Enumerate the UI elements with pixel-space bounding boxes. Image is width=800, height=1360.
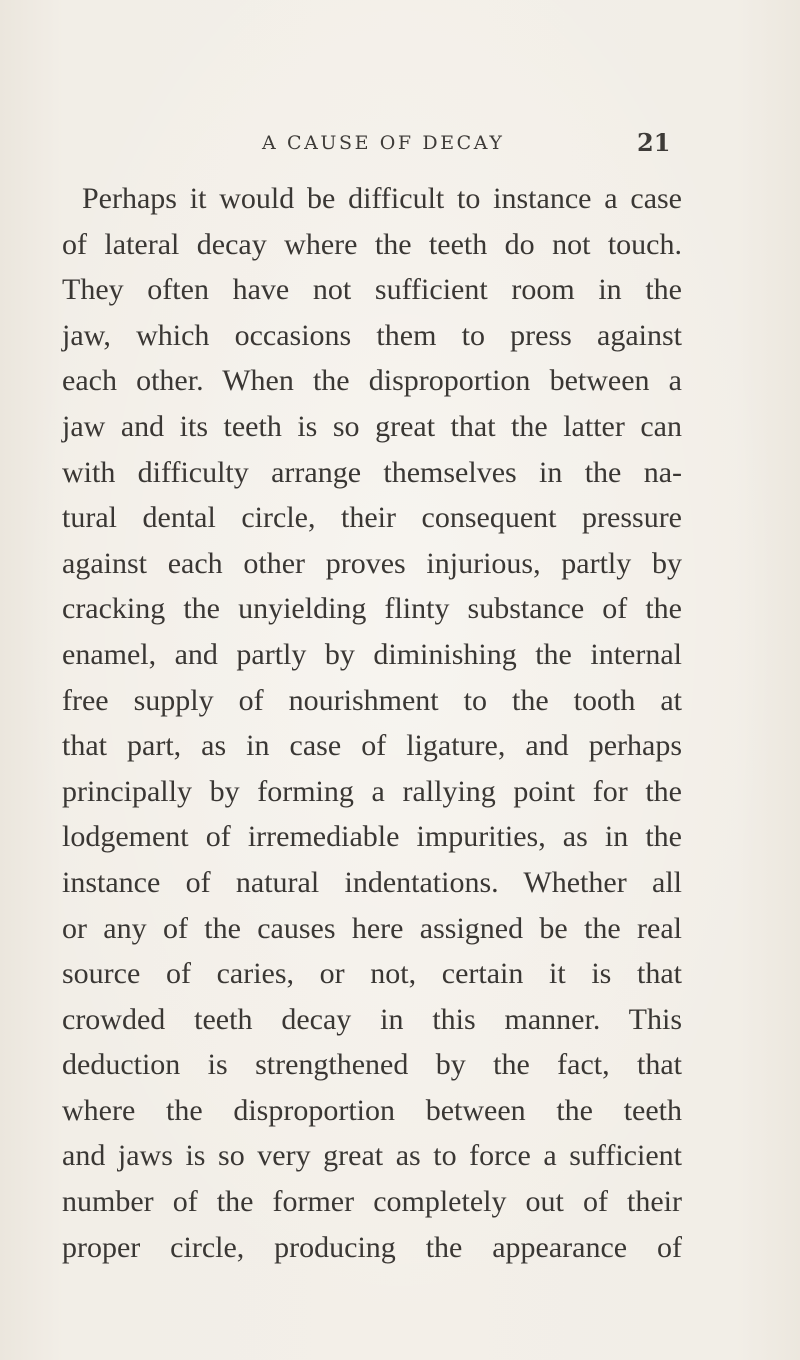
text-line: source of caries, or not, certain it is that <box>62 957 682 991</box>
text-line: jaw, which occasions them to press against <box>62 318 682 352</box>
text-line: or any of the causes here assigned be the real <box>62 911 682 945</box>
text-line: proper circle, producing the appearance of <box>62 1230 682 1264</box>
text-line: where the disproportion between the teeth <box>62 1093 682 1127</box>
running-head <box>0 128 800 162</box>
text-line: tural dental circle, their consequent pressure <box>62 501 682 535</box>
page-number: 21 <box>637 128 671 157</box>
text-line: and jaws is so very great as to force a sufficient <box>62 1139 682 1173</box>
text-line: crowded teeth decay in this manner. This <box>62 1002 682 1036</box>
text-line: number of the former completely out of their <box>62 1185 682 1219</box>
text-line: They often have not sufficient room in the <box>62 273 682 307</box>
text-line: deduction is strengthened by the fact, that <box>62 1048 682 1082</box>
text-line: free supply of nourishment to the tooth at <box>62 683 682 717</box>
text-line: against each other proves injurious, partly by <box>62 546 682 580</box>
text-line: each other. When the disproportion between a <box>62 364 682 398</box>
text-line: Perhaps it would be difficult to instance a case <box>82 182 682 215</box>
text-line: jaw and its teeth is so great that the latter can <box>62 409 682 443</box>
text-line: lodgement of irremediable impurities, as in the <box>62 820 682 854</box>
text-line: cracking the unyielding flinty substance of the <box>62 592 682 626</box>
text-line: enamel, and partly by diminishing the internal <box>62 637 682 671</box>
text-line: with difficulty arrange themselves in the na- <box>62 455 682 489</box>
body-text <box>62 176 682 1270</box>
text-line: instance of natural indentations. Whether all <box>62 865 682 899</box>
text-line: that part, as in case of ligature, and perhaps <box>62 729 682 763</box>
text-line: principally by forming a rallying point for the <box>62 774 682 808</box>
running-title: A CAUSE OF DECAY <box>262 132 505 154</box>
text-line: of lateral decay where the teeth do not touch. <box>62 227 682 261</box>
